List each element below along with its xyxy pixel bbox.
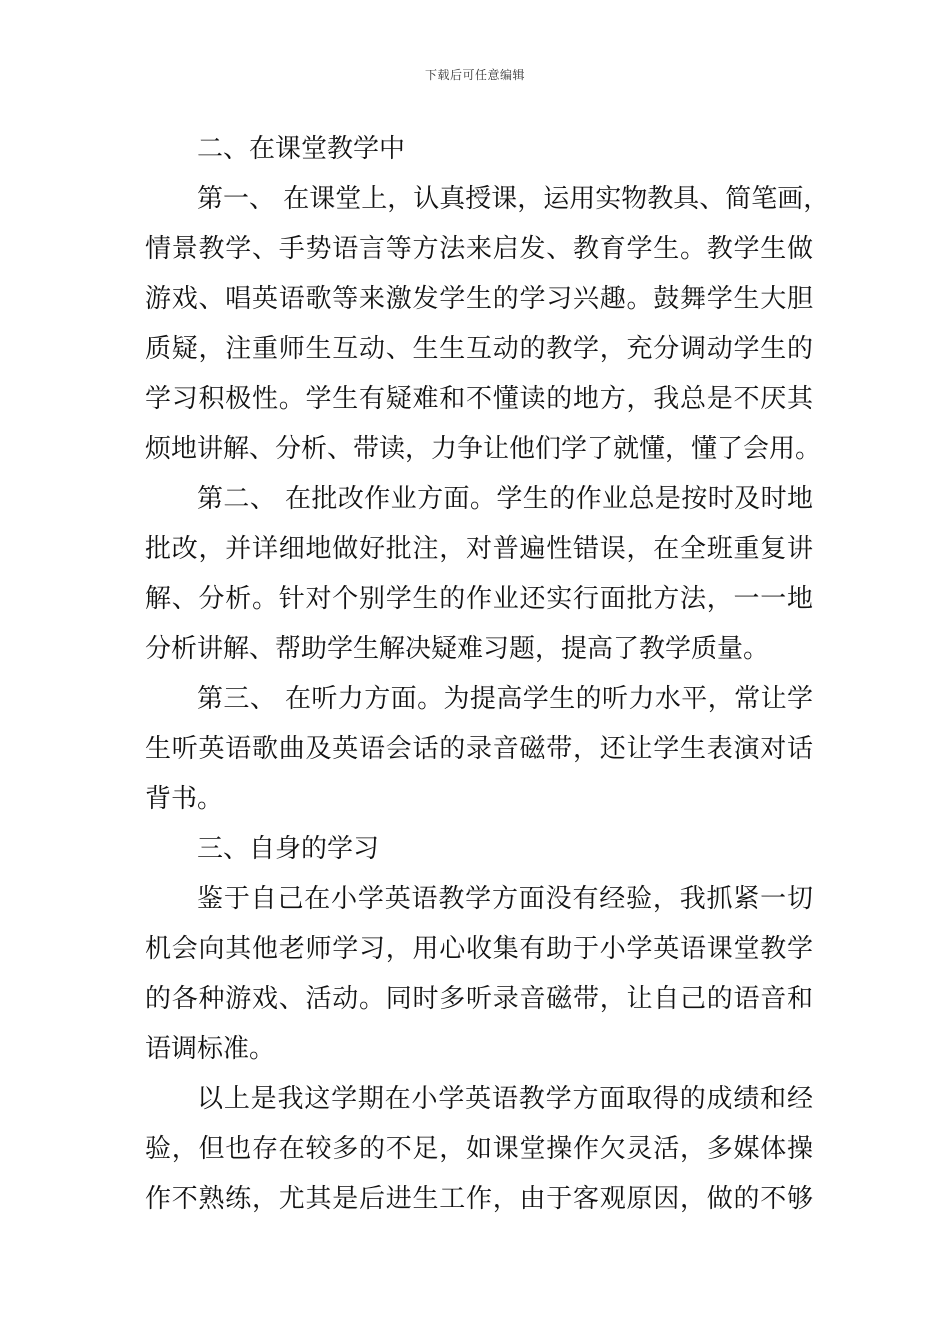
text-line: 鉴于自己在小学英语教学方面没有经验，我抓紧一切 [197, 884, 813, 914]
text-line: 生听英语歌曲及英语会话的录音磁带，还让学生表演对话 [145, 734, 813, 764]
text-line: 游戏、唱英语歌等来激发学生的学习兴趣。鼓舞学生大胆 [145, 284, 813, 314]
text-line: 机会向其他老师学习，用心收集有助于小学英语课堂教学 [145, 934, 813, 964]
text-line: 分析讲解、帮助学生解决疑难习题，提高了教学质量。 [145, 634, 770, 664]
text-line: 第三、 在听力方面。为提高学生的听力水平，常让学 [197, 684, 813, 714]
section-heading-classroom: 二、在课堂教学中 [197, 134, 406, 164]
text-line: 情景教学、手势语言等方法来启发、教育学生。教学生做 [145, 234, 813, 264]
text-line: 的各种游戏、活动。同时多听录音磁带，让自己的语音和 [145, 984, 813, 1014]
text-line: 质疑，注重师生互动、生生互动的教学，充分调动学生的 [145, 334, 813, 364]
text-line: 验，但也存在较多的不足，如课堂操作欠灵活，多媒体操 [145, 1134, 813, 1164]
text-line: 语调标准。 [145, 1034, 276, 1064]
text-line: 第二、 在批改作业方面。学生的作业总是按时及时地 [197, 484, 813, 514]
text-line: 第一、 在课堂上，认真授课，运用实物教具、简笔画， [197, 184, 830, 214]
text-line: 烦地讲解、分析、带读，力争让他们学了就懂，懂了会用。 [145, 434, 822, 464]
page-header: 下载后可任意编辑 [424, 68, 525, 82]
section-heading-self-study: 三、自身的学习 [197, 834, 380, 864]
text-line: 学习积极性。学生有疑难和不懂读的地方，我总是不厌其 [145, 384, 813, 414]
text-line: 解、分析。针对个别学生的作业还实行面批方法，一一地 [145, 584, 813, 614]
text-line: 批改，并详细地做好批注，对普遍性错误，在全班重复讲 [145, 534, 813, 564]
text-line: 以上是我这学期在小学英语教学方面取得的成绩和经 [197, 1084, 813, 1114]
text-line: 背书。 [145, 784, 224, 814]
text-line: 作不熟练，尤其是后进生工作，由于客观原因，做的不够 [145, 1184, 813, 1214]
